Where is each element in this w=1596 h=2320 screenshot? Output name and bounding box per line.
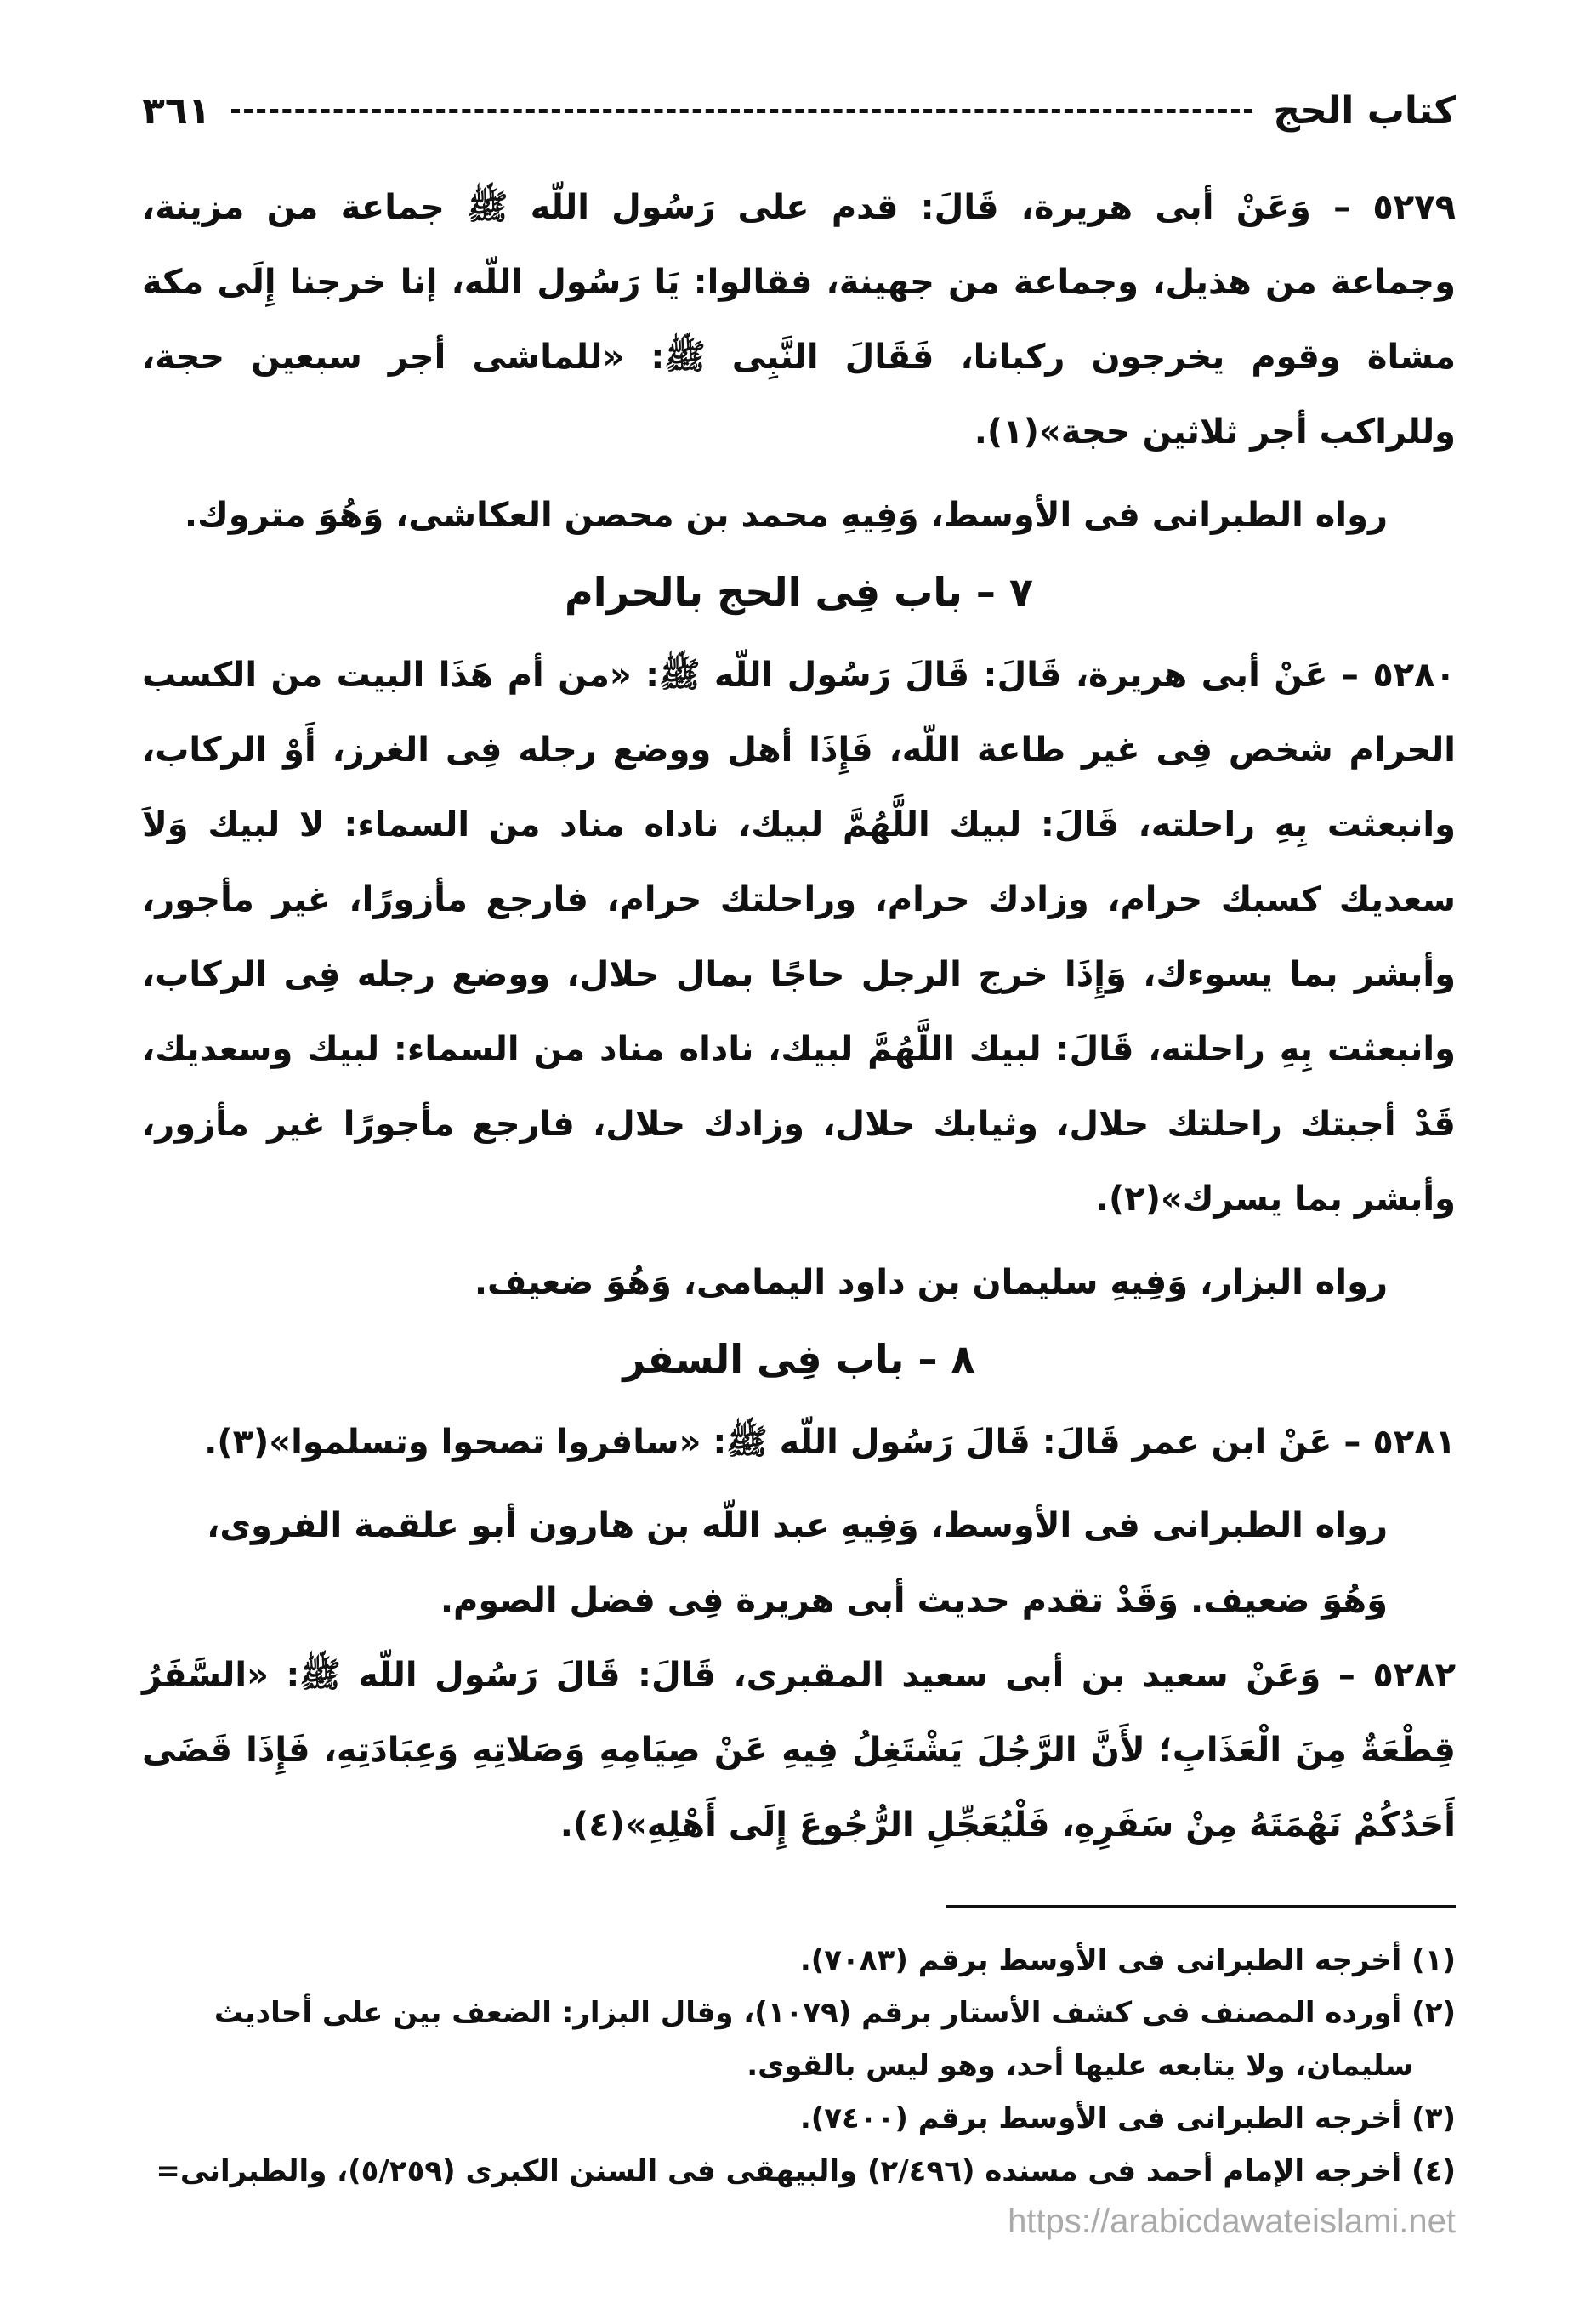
hadith-line: حجة»(١). <box>974 412 1131 452</box>
footnote: (٤) أخرجه الإمام أحمد فى مسنده (٢/٤٩٦) والبيهقى فى السنن الكبرى (٥/٢٥٩)، والطبرانى= <box>156 2154 1456 2188</box>
hadith-line: ٥٢٧٩ – وَعَنْ أبى هريرة، قَالَ: قدم على رَسُول اللّه ﷺ جماعة من مزينة، وجماعة <box>142 188 1456 302</box>
hadith-source-line: ضعيف. وَقَدْ تقدم حديث أبى هريرة فِى فضل الصوم. <box>440 1581 1310 1620</box>
hadith-source: رواه البزار، وَفِيهِ سليمان بن داود اليمامى، وَهُوَ ضعيف. <box>474 1263 1388 1302</box>
hadith-5281 <box>142 1405 1456 1480</box>
hadith-line: وَإِذَا خرج الرجل حاجًا بمال حلال، ووضع رجله فِى الركاب، وانبعثت بِهِ راحلته، <box>142 955 1456 1069</box>
footnote: (٣) أخرجه الطبرانى فى الأوسط برقم (٧٤٠٠). <box>799 2101 1456 2135</box>
hadith-line: بِهِ راحلته، قَالَ: لبيك اللَّهُمَّ لبيك، ناداه مناد من السماء: لا لبيك وَلاَ سعديك كسبك <box>142 805 1456 919</box>
hadith-5282 <box>142 1638 1456 1862</box>
hadith-line: ٥٢٨١ – عَنْ ابن عمر قَالَ: قَالَ رَسُول اللّه ﷺ: «سافروا تصحوا وتسلموا»(٣). <box>204 1423 1456 1462</box>
hadith-source: رواه الطبرانى فى الأوسط، وَفِيهِ محمد بن محصن العكاشى، وَهُوَ متروك. <box>184 496 1388 535</box>
hadith-line: حرام، وزادك حرام، وراحلتك حرام، فارجع مأزورًا، غير مأجور، وأبشر بما يسوءك، <box>142 880 1456 994</box>
watermark: https://arabicdawateislami.net <box>1008 2203 1456 2240</box>
hadith-line: قَالَ: لبيك اللَّهُمَّ لبيك، ناداه مناد من السماء: لبيك وسعديك، قَدْ أجبتك راحلتك <box>142 1030 1456 1144</box>
hadith-source <box>142 1488 1456 1638</box>
hadith-line: قِطْعَةٌ مِنَ الْعَذَابِ؛ لأَنَّ الرَّجُلَ يَشْتَغِلُ فِيهِ عَنْ صِيَامِهِ وَصَلاتِهِ وَعِبَادَتِهِ، فَإِذَا قَضَى أَحَدُكُمْ <box>142 1731 1456 1845</box>
page-number: ٣٦١ <box>142 88 211 133</box>
chapter-heading: ٧ – باب فِى الحج بالحرام <box>565 569 1033 615</box>
chapter-heading: ٨ – باب فِى السفر <box>622 1336 975 1382</box>
hadith-line: من هذيل، وجماعة من جهينة، فقالوا: يَا رَسُول اللّه، إنا خرجنا إِلَى مكة مشاة وقوم <box>142 263 1456 377</box>
hadith-5279 <box>142 170 1456 469</box>
running-header <box>142 85 1456 136</box>
book-title: كتاب الحج <box>1273 88 1456 133</box>
hadith-source-line: رواه الطبرانى فى الأوسط، وَفِيهِ عبد اللّه بن هارون أبو علقمة الفروى، وَهُوَ <box>207 1506 1388 1620</box>
footnote: (٢) أورده المصنف فى كشف الأستار برقم (١٠٧٩)، وقال البزار: الضعف بين على أحاديث <box>213 1996 1456 2030</box>
footnote-separator <box>946 1905 1456 1908</box>
hadith-line: الحرام شخص فِى غير طاعة اللّه، فَإِذَا أهل ووضع رجله فِى الغرز، أَوْ الركاب، وانبعثت <box>142 731 1456 844</box>
hadith-line: يخرجون ركبانا، فَقَالَ النَّبِى ﷺ: «للماشى أجر سبعين حجة، وللراكب أجر ثلاثين <box>142 338 1456 452</box>
hadith-line: حلال، وثيابك حلال، وزادك حلال، فارجع مأجورًا غير مأزور، وأبشر بما يسرك»(٢). <box>142 1105 1456 1219</box>
footnote: سليمان، ولا يتابعه عليها أحد، وهو ليس بالقوى. <box>747 2049 1413 2083</box>
header-dashed-rule <box>231 109 1253 113</box>
hadith-line: ٥٢٨٢ – وَعَنْ سعيد بن أبى سعيد المقبرى، قَالَ: قَالَ رَسُول اللّه ﷺ: «السَّفَرُ <box>142 1656 1456 1695</box>
hadith-line: ٥٢٨٠ – عَنْ أبى هريرة، قَالَ: قَالَ رَسُول اللّه ﷺ: «من أم هَذَا البيت من الكسب <box>142 656 1456 695</box>
footnote: (١) أخرجه الطبرانى فى الأوسط برقم (٧٠٨٣). <box>799 1943 1456 1977</box>
hadith-5280 <box>142 638 1456 1237</box>
hadith-line: نَهْمَتَهُ مِنْ سَفَرِهِ، فَلْيُعَجِّلِ الرُّجُوعَ إِلَى أَهْلِهِ»(٤). <box>559 1805 1342 1845</box>
